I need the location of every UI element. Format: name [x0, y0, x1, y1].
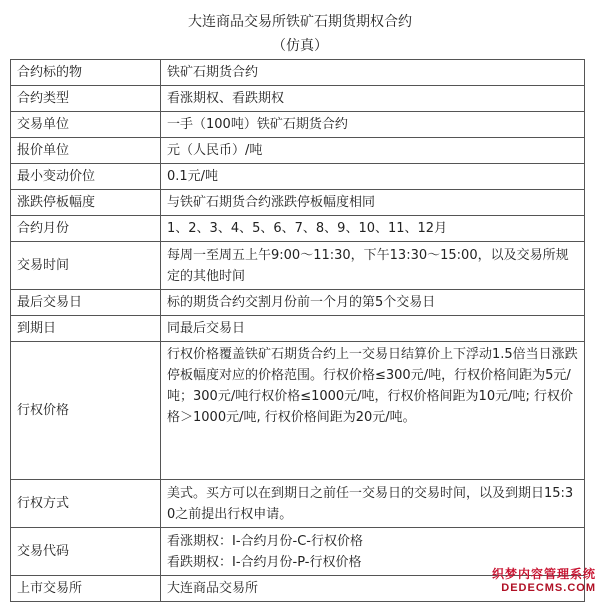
row-value: 标的期货合约交割月份前一个月的第5个交易日: [161, 290, 585, 316]
row-value: 美式。买方可以在到期日之前任一交易日的交易时间，以及到期日15:30之前提出行权申请。: [161, 480, 585, 528]
watermark-line2: DEDECMS.COM: [501, 582, 596, 594]
table-row: [11, 480, 585, 528]
row-key: 合约月份: [11, 216, 161, 242]
row-value: 铁矿石期货合约: [161, 60, 585, 86]
row-value: 每周一至周五上午9:00～11:30，下午13:30～15:00，以及交易所规定的其他时间: [161, 242, 585, 290]
row-value: 与铁矿石期货合约涨跌停板幅度相同: [161, 190, 585, 216]
row-value: 看涨期权、看跌期权: [161, 86, 585, 112]
table-row: [11, 316, 585, 342]
row-key: 上市交易所: [11, 576, 161, 602]
site-watermark: [492, 567, 596, 595]
row-key: 行权价格: [11, 342, 161, 480]
row-key: 交易单位: [11, 112, 161, 138]
document-subtitle: （仿真）: [272, 38, 328, 54]
table-row: [11, 138, 585, 164]
row-value: 同最后交易日: [161, 316, 585, 342]
row-value: 元（人民币）/吨: [161, 138, 585, 164]
document-title: 大连商品交易所铁矿石期货期权合约: [188, 14, 412, 30]
row-value: 1、2、3、4、5、6、7、8、9、10、11、12月: [161, 216, 585, 242]
table-row: [11, 290, 585, 316]
row-key: 交易代码: [11, 528, 161, 576]
row-key: 涨跌停板幅度: [11, 190, 161, 216]
row-key: 报价单位: [11, 138, 161, 164]
row-key: 最后交易日: [11, 290, 161, 316]
row-key: 交易时间: [11, 242, 161, 290]
row-key: 合约标的物: [11, 60, 161, 86]
table-row: [11, 190, 585, 216]
table-row: [11, 60, 585, 86]
table-row: [11, 86, 585, 112]
row-value: 0.1元/吨: [161, 164, 585, 190]
watermark-line1: 织梦内容管理系统: [491, 567, 596, 581]
table-row: [11, 112, 585, 138]
table-row: [11, 164, 585, 190]
code-call-line: 看涨期权：I-合约月份-C-行权价格: [167, 533, 363, 549]
code-put-line: 看跌期权：I-合约月份-P-行权价格: [167, 554, 362, 570]
row-value: 大连商品交易所: [161, 576, 585, 602]
row-value: 一手（100吨）铁矿石期货合约: [161, 112, 585, 138]
table-row: [11, 242, 585, 290]
row-key: 到期日: [11, 316, 161, 342]
row-key: 最小变动价位: [11, 164, 161, 190]
table-row: [11, 342, 585, 480]
row-value: 行权价格覆盖铁矿石期货合约上一交易日结算价上下浮动1.5倍当日涨跌停板幅度对应的价格范围。行权价格≤300元/吨，行权价格间距为5元/吨；300元/吨行权价格≤1000元/吨，行权价格间距为10元/吨; 行权价格＞1000元/吨, 行权价格间距为20元/吨。: [161, 342, 585, 480]
table-row: [11, 216, 585, 242]
contract-spec-table: [10, 59, 585, 602]
row-key: 行权方式: [11, 480, 161, 528]
row-key: 合约类型: [11, 86, 161, 112]
